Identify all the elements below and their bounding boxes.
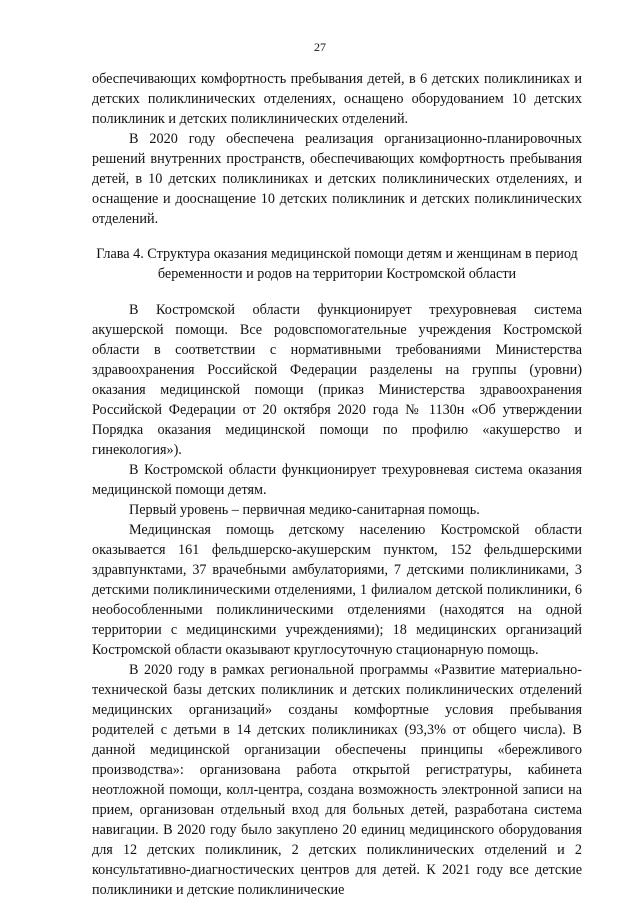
chapter-heading-block bbox=[92, 244, 582, 284]
paragraph-continuation: обеспечивающих комфортность пребывания детей, в 6 детских поликлиниках и детских поликлинических отделениях, оснащено оборудованием 10 детских поликлиник и детских поликлинических отделений. bbox=[92, 71, 582, 127]
page-number: 27 bbox=[314, 40, 326, 54]
paragraph: Первый уровень – первичная медико-санитарная помощь. bbox=[129, 502, 480, 518]
chapter-heading: Глава 4. Структура оказания медицинской помощи детям и женщинам в период беременности и родов на территории Костромской области bbox=[96, 246, 578, 282]
paragraph: В 2020 году в рамках региональной программы «Развитие материально-технической базы детских поликлиник и детских поликлинических отделений медицинских организаций» созданы комфортные условия пребывания родителей с детьми в 14 детских поликлиниках (93,3% от общего числа). В данной медицинской организации обеспечены принципы «бережливого производства»: организована работа открытой регистратуры, кабинета неотложной помощи, колл-центра, создана возможность электронной записи на прием, организован отдельный вход для больных детей, разработана система навигации. В 2020 году было закуплено 20 единиц медицинского оборудования для 12 детских поликлиник, 2 детских поликлинических отделений и 2 консультативно-диагностических центров для детей. К 2021 году все детские поликлиники и детские поликлинические bbox=[92, 662, 582, 898]
chapter-body-text bbox=[92, 300, 582, 900]
intro-text-block bbox=[92, 69, 582, 229]
paragraph: В 2020 году обеспечена реализация организационно-планировочных решений внутренних пространств, обеспечивающих комфортность пребывания детей, в 10 детских поликлиниках и детских поликлинических отделениях, и оснащение и дооснащение 10 детских поликлиник и детских поликлинических отделений. bbox=[92, 131, 582, 227]
paragraph: Медицинская помощь детскому населению Костромской области оказывается 161 фельдшерско-акушерским пунктом, 152 фельдшерскими здравпунктами, 37 врачебными амбулаториями, 7 детскими поликлиниками, 3 детскими поликлиническими отделениями, 1 филиалом детской поликлиники, 6 необособленными поликлиническими отделениями (находятся на одной территории с медицинскими учреждениями); 18 медицинских организаций Костромской области оказывают круглосуточную стационарную помощь. bbox=[92, 522, 582, 658]
paragraph: В Костромской области функционирует трехуровневая система акушерской помощи. Все родовспомогательные учреждения Костромской области в соответствии с нормативными требованиями Министерства здравоохранения Российской Федерации разделены на группы (уровни) оказания медицинской помощи (приказ Министерства здравоохранения Российской Федерации от 20 октября 2020 года № 1130н «Об утверждении Порядка оказания медицинской помощи по профилю «акушерство и гинекология»). bbox=[92, 302, 582, 458]
paragraph: В Костромской области функционирует трехуровневая система оказания медицинской помощи детям. bbox=[92, 462, 582, 498]
